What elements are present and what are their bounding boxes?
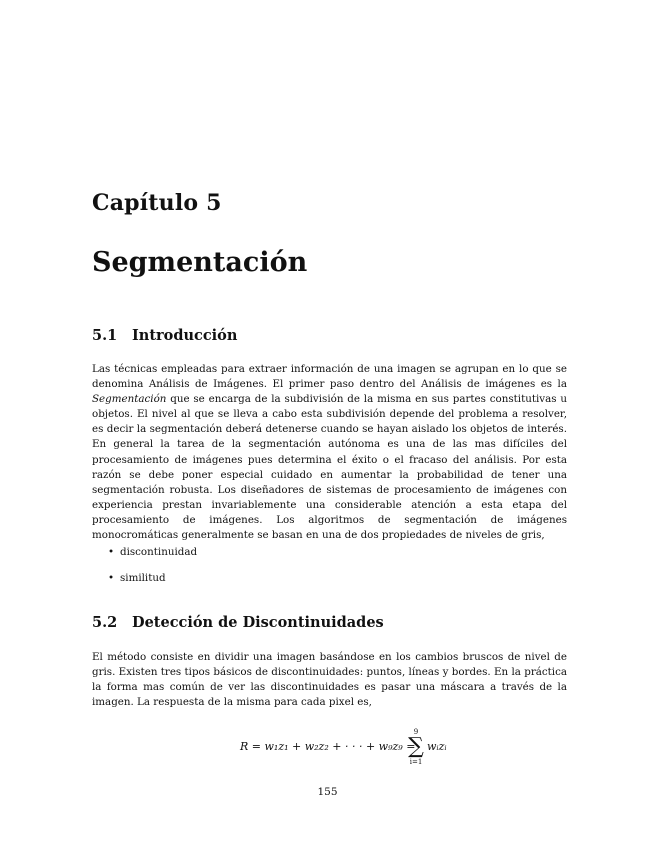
discontinuity-paragraph: El método consiste en dividir una imagen basándose en los cambios bruscos de nivel de gris. Existen tres tipos básicos de discontinuidades: puntos, líneas y bordes. En la práctica la forma mas común de ver las discontinuidades es pasar una máscara a través de la imagen. La respuesta de la misma para cada pixel es, bbox=[92, 651, 567, 709]
intro-text-start: Las técnicas empleadas para extraer información de una imagen se agrupan en lo que se denomina Análisis de Imágenes. El primer paso dentro del Análisis de imágenes es la bbox=[92, 363, 567, 391]
mask-response-equation bbox=[240, 728, 480, 772]
bullet-icon: • bbox=[108, 572, 115, 584]
section-title: Detección de Discontinuidades bbox=[132, 614, 384, 631]
summation-sign bbox=[408, 728, 424, 766]
sum-upper-limit: 9 bbox=[413, 728, 419, 736]
list-item bbox=[108, 545, 197, 571]
section-title: Introducción bbox=[132, 327, 238, 344]
equation-lhs: R = w₁z₁ + w₂z₂ + · · · + w₉z₉ = bbox=[240, 740, 416, 753]
page-number: 155 bbox=[317, 786, 338, 798]
bullet-icon: • bbox=[108, 546, 115, 558]
list-item-text: similitud bbox=[120, 572, 166, 584]
equation-rhs: wᵢzᵢ bbox=[427, 740, 447, 753]
intro-text-end: que se encarga de la subdivisión de la misma en sus partes constitutivas u objetos. El nivel al que se lleva a cabo esta subdivisión depende del problema a resolver, es decir la segmentación deberá detenerse cuando se hayan aislado los objetos de interés. En general la tarea de la segmentación autónoma es una de las mas difíciles del procesamiento de imágenes pues determina el éxito o el fracaso del análisis. Por esta razón se debe poner especial cuidado en aumentar la probabilidad de tener una segmentación robusta. Los diseñadores de sistemas de procesamiento de imágenes con experiencia prestan invariablemente una considerable atención a esta etapa del procesamiento de imágenes. Los algoritmos de segmentación de imágenes monocromáticas generalmente se basan en una de dos propiedades de niveles de gris, bbox=[92, 393, 567, 542]
list-item-text: discontinuidad bbox=[120, 546, 198, 558]
sum-lower-limit: i=1 bbox=[409, 758, 423, 766]
property-list bbox=[108, 545, 197, 597]
intro-paragraph bbox=[92, 362, 567, 543]
list-item bbox=[108, 571, 197, 597]
section-number: 5.2 bbox=[92, 614, 118, 631]
chapter-label: Capítulo 5 bbox=[92, 190, 222, 216]
sigma-icon: ∑ bbox=[408, 734, 424, 759]
section-heading-introduccion bbox=[92, 327, 237, 344]
chapter-title: Segmentación bbox=[92, 247, 308, 278]
section-heading-discontinuidades bbox=[92, 614, 384, 631]
intro-emphasis: Segmentación bbox=[92, 393, 167, 406]
section-number: 5.1 bbox=[92, 327, 118, 344]
